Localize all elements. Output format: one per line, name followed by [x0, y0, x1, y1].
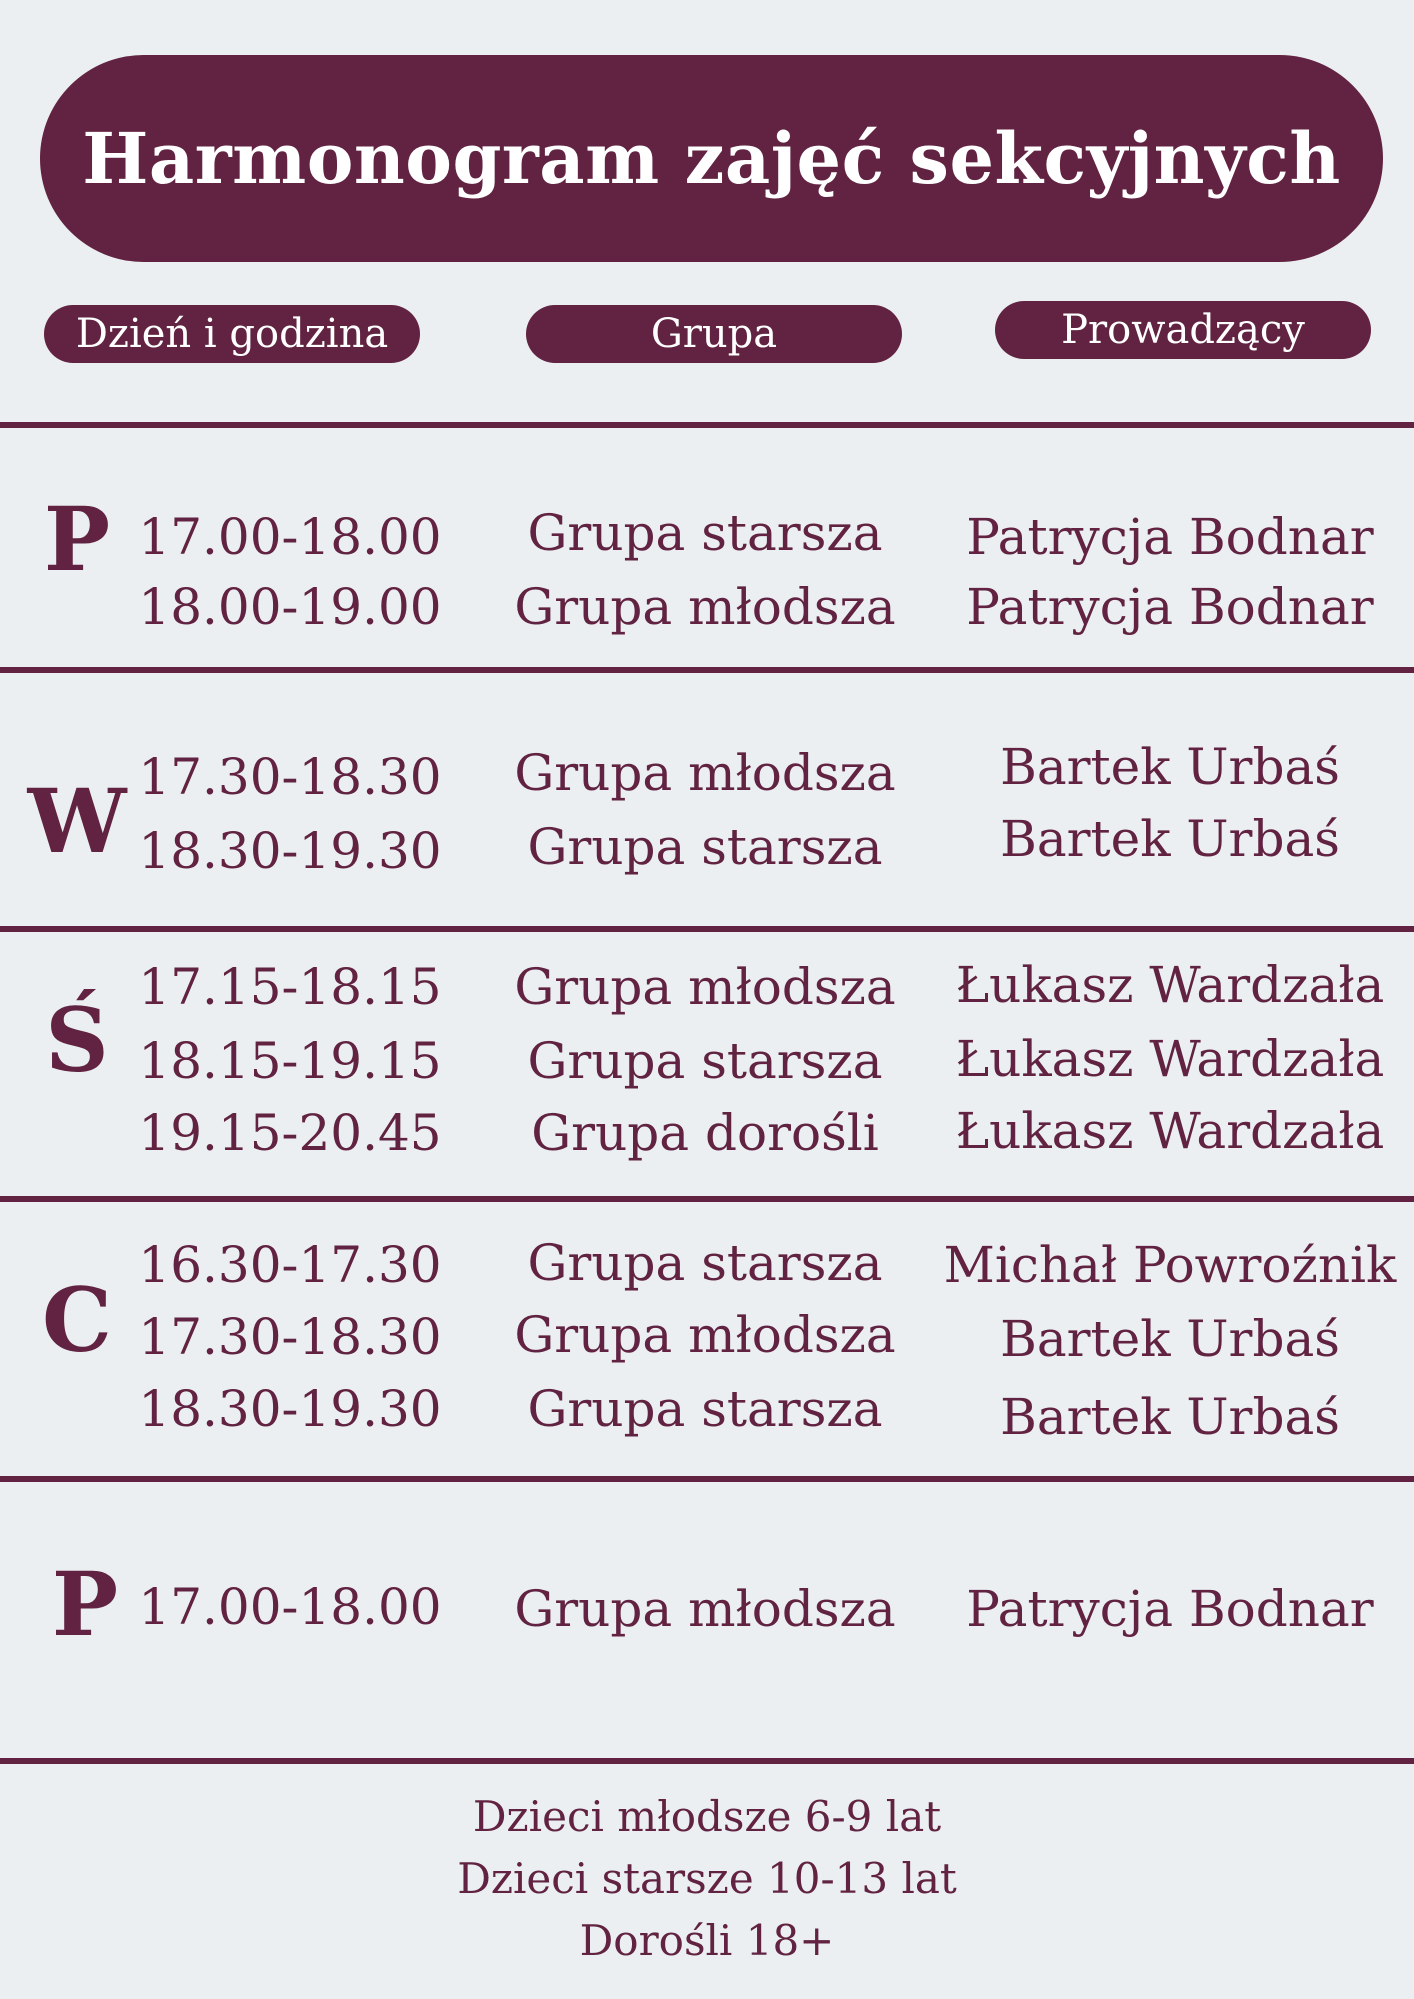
schedule-time: 17.00-18.00	[138, 1578, 442, 1636]
schedule-group: Grupa starsza	[527, 818, 883, 876]
schedule-time: 17.30-18.30	[138, 748, 442, 806]
title-banner	[40, 55, 1383, 262]
schedule-group: Grupa starsza	[527, 504, 883, 562]
schedule-group: Grupa młodsza	[514, 578, 896, 636]
divider	[0, 926, 1414, 932]
schedule-instructor: Patrycja Bodnar	[966, 578, 1374, 636]
schedule-group: Grupa starsza	[527, 1380, 883, 1438]
day-letter-tuesday: W	[27, 769, 127, 873]
schedule-group: Grupa młodsza	[514, 744, 896, 802]
schedule-group: Grupa starsza	[527, 1234, 883, 1292]
schedule-time: 18.15-19.15	[138, 1032, 442, 1090]
schedule-time: 17.15-18.15	[138, 958, 442, 1016]
column-header-group: Grupa	[526, 305, 902, 363]
column-header-day-time: Dzień i godzina	[44, 305, 420, 363]
schedule-instructor: Patrycja Bodnar	[966, 508, 1374, 566]
schedule-instructor: Łukasz Wardzała	[955, 1030, 1385, 1088]
schedule-time: 19.15-20.45	[138, 1104, 442, 1162]
schedule-group: Grupa młodsza	[514, 1306, 896, 1364]
schedule-instructor: Bartek Urbaś	[1000, 1388, 1340, 1446]
schedule-group: Grupa starsza	[527, 1032, 883, 1090]
schedule-instructor: Patrycja Bodnar	[966, 1580, 1374, 1638]
divider	[0, 667, 1414, 673]
divider	[0, 1476, 1414, 1482]
column-header-instructor: Prowadzący	[995, 301, 1371, 359]
divider	[0, 422, 1414, 428]
age-note-older-children: Dzieci starsze 10-13 lat	[457, 1854, 957, 1903]
schedule-instructor: Bartek Urbaś	[1000, 1310, 1340, 1368]
page-title: Harmonogram zajęć sekcyjnych	[82, 117, 1341, 200]
schedule-instructor: Łukasz Wardzała	[955, 1102, 1385, 1160]
schedule-group: Grupa dorośli	[531, 1104, 879, 1162]
schedule-instructor: Bartek Urbaś	[1000, 810, 1340, 868]
schedule-instructor: Łukasz Wardzała	[955, 956, 1385, 1014]
schedule-instructor: Bartek Urbaś	[1000, 738, 1340, 796]
schedule-time: 18.00-19.00	[138, 578, 442, 636]
day-letter-wednesday: Ś	[45, 988, 109, 1092]
day-letter-friday: P	[51, 1552, 119, 1656]
age-note-adults: Dorośli 18+	[579, 1916, 835, 1965]
day-letter-thursday: C	[41, 1268, 113, 1372]
schedule-time: 17.30-18.30	[138, 1308, 442, 1366]
divider	[0, 1758, 1414, 1764]
schedule-time: 18.30-19.30	[138, 822, 442, 880]
schedule-time: 17.00-18.00	[138, 508, 442, 566]
schedule-group: Grupa młodsza	[514, 958, 896, 1016]
day-letter-monday: P	[43, 487, 111, 591]
age-note-younger-children: Dzieci młodsze 6-9 lat	[472, 1792, 942, 1841]
divider	[0, 1196, 1414, 1202]
schedule-group: Grupa młodsza	[514, 1580, 896, 1638]
schedule-time: 16.30-17.30	[138, 1236, 442, 1294]
schedule-time: 18.30-19.30	[138, 1380, 442, 1438]
schedule-instructor: Michał Powroźnik	[943, 1236, 1397, 1294]
